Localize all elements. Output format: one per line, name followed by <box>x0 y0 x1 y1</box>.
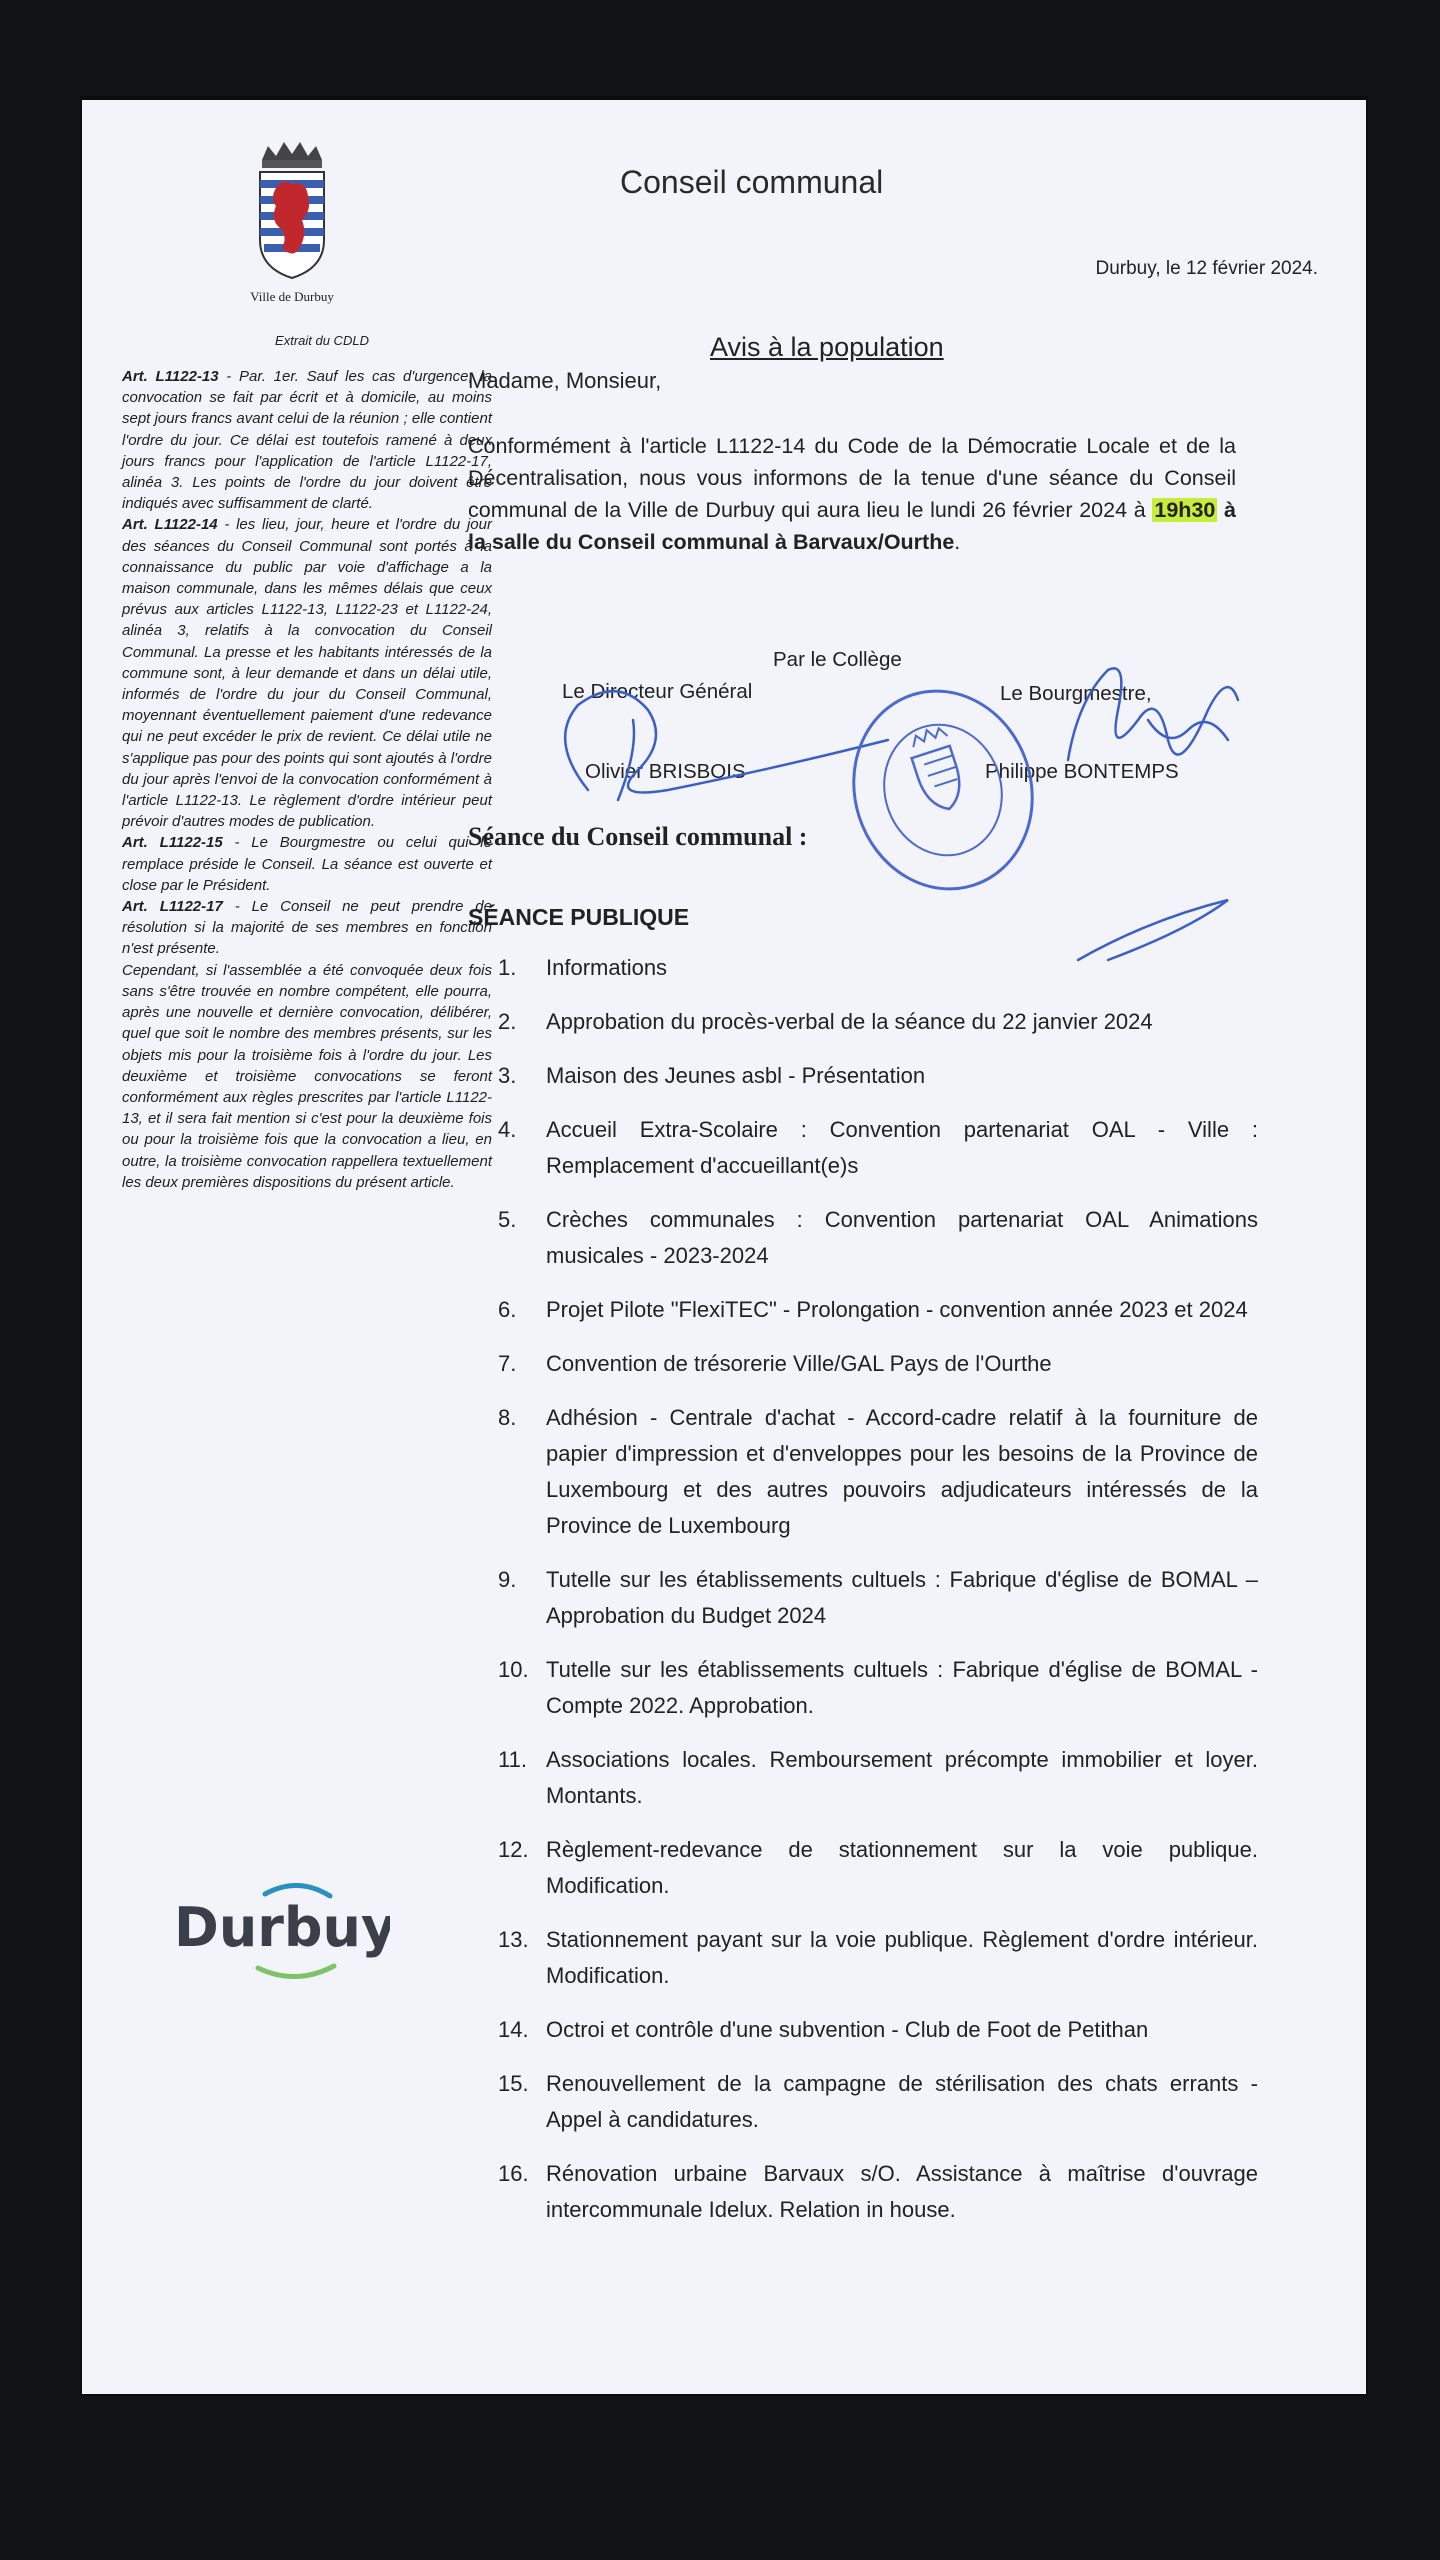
public-session-heading: SÉANCE PUBLIQUE <box>468 904 690 930</box>
signature-mayor-title: Le Bourgmestre, <box>1000 682 1152 705</box>
agenda-item: 5. Crèches communales : Convention partenariat OAL Animations musicales - 2023-2024 <box>498 1207 1258 1268</box>
signature-college: Par le Collège <box>773 648 902 671</box>
agenda-item: 15. Renouvellement de la campagne de stérilisation des chats errants - Appel à candidatures. <box>498 2071 1258 2132</box>
council-notice-document <box>82 100 1366 2394</box>
document-date: Durbuy, le 12 février 2024. <box>1095 258 1318 279</box>
agenda-item: 3. Maison des Jeunes asbl - Présentation <box>498 1063 926 1088</box>
agenda-item: 2. Approbation du procès-verbal de la séance du 22 janvier 2024 <box>498 1009 1153 1034</box>
agenda-item: 9. Tutelle sur les établissements cultuels : Fabrique d'église de BOMAL – Approbation du Budget 2024 <box>498 1567 1258 1628</box>
agenda-item: 13. Stationnement payant sur la voie publique. Règlement d'ordre intérieur. Modification. <box>498 1927 1258 1988</box>
article-paragraph: Art. L1122-13 - Par. 1er. Sauf les cas d'urgence, la convocation se fait par écrit et à domicile, au moins sept jours francs avant celui de la réunion ; elle contient l'ordre du jour. Ce délai est toutefois ramené à deux jours francs pour l'application de l'article L1122-17, alinéa 3. Les points de l'ordre du jour doivent être indiqués avec suffisamment de clarté. <box>122 368 492 513</box>
intro-paragraph: Conformément à l'article L1122-14 du Code de la Démocratie Locale et de la Décentralisation, nous vous informons de la tenue d'une séance du Conseil communal de la Ville de Durbuy qui aura lieu le lundi 26 février 2024 à 19h30 à la salle du Conseil communal à Barvaux/Ourthe. <box>468 434 1237 554</box>
article-paragraph: Art. L1122-14 - les lieu, jour, heure et l'ordre du jour des séances du Conseil Communal sont portés à la connaissance du public par voie d'affichage a la maison communale, dans les mêmes délais que ceux prévus aux articles L1122-13, L1122-23 et L1122-24, alinéa 3, relatifs à la convocation du Conseil Communal. La presse et les habitants intéressés de la commune sont, à leur demande et dans un délai utile, informés de l'ordre du jour du Conseil Communal, moyennant éventuellement paiement d'une redevance qui ne peut excéder le prix de revient. Ce délai utile ne s'applique pas pour des points qui sont ajoutés à l'ordre du jour après l'envoi de la convocation conformément à l'article L1122-13. Le règlement d'ordre intérieur peut prévoir d'autres modes de publication. <box>122 516 492 831</box>
extract-title: Extrait du CDLD <box>275 333 369 348</box>
cdld-articles <box>122 366 492 1193</box>
svg-text:Durbuy: Durbuy <box>174 1896 390 1959</box>
salutation: Madame, Monsieur, <box>468 368 662 393</box>
agenda-item: 7. Convention de trésorerie Ville/GAL Pays de l'Ourthe <box>498 1351 1052 1376</box>
session-time-highlight: 19h30 <box>1154 498 1216 522</box>
agenda-item: 10. Tutelle sur les établissements cultuels : Fabrique d'église de BOMAL - Compte 2022. Approbation. <box>498 1657 1258 1718</box>
agenda-item: 14. Octroi et contrôle d'une subvention - Club de Foot de Petithan <box>498 2017 1149 2042</box>
agenda-item: 16. Rénovation urbaine Barvaux s/O. Assistance à maîtrise d'ouvrage intercommunale Idelux. Relation in house. <box>498 2161 1258 2222</box>
agenda-item: 12. Règlement-redevance de stationnement sur la voie publique. Modification. <box>498 1837 1258 1898</box>
article-paragraph: Cependant, si l'assemblée a été convoquée deux fois sans s'être trouvée en nombre compétent, elle pourra, après une nouvelle et dernière convocation, délibérer, quel que soit le nombre des membres présents, sur les objets mis pour la troisième fois à l'ordre du jour. Les deuxième et troisième convocations se feront conformément aux règles prescrites par l'article L1122-13, et il sera fait mention si c'est pour la deuxième fois ou pour la troisième fois que la convocation a lieu, en outre, la troisième convocation rappellera textuellement les deux premières dispositions du présent article. <box>122 961 492 1191</box>
agenda-item: 1. Informations <box>498 955 668 980</box>
coat-of-arms-icon <box>252 140 332 285</box>
left-column <box>122 140 492 1959</box>
agenda-item: 4. Accueil Extra-Scolaire : Convention partenariat OAL - Ville : Remplacement d'accueillant(e)s <box>498 1117 1258 1178</box>
session-heading: Séance du Conseil communal : <box>468 822 808 851</box>
agenda-item: 8. Adhésion - Centrale d'achat - Accord-cadre relatif à la fourniture de papier d'impression et d'enveloppes pour les besoins de la Province de Luxembourg et des autres pouvoirs adjudicateurs intéressés de la Province de Luxembourg <box>498 1405 1258 1538</box>
article-paragraph: Art. L1122-17 - Le Conseil ne peut prendre de résolution si la majorité de ses membres en fonction n'est présente. <box>122 898 492 958</box>
notice-title: Avis à la population <box>710 332 944 362</box>
agenda-item: 11. Associations locales. Remboursement précompte immobilier et loyer. Montants. <box>498 1747 1258 1808</box>
article-paragraph: Art. L1122-15 - Le Bourgmestre ou celui qui le remplace préside le Conseil. La séance est ouverte et close par le Président. <box>122 834 492 894</box>
town-label: Ville de Durbuy <box>250 289 334 304</box>
session-place: à la salle du Conseil communal à Barvaux/Ourthe <box>468 498 1237 554</box>
agenda-item: 6. Projet Pilote "FlexiTEC" - Prolongation - convention année 2023 et 2024 <box>498 1297 1248 1322</box>
signature-mayor-name: Philippe BONTEMPS <box>985 760 1179 783</box>
durbuy-logo <box>170 1870 390 1995</box>
council-title: Conseil communal <box>620 164 884 200</box>
signature-director-title: Le Directeur Général <box>562 680 753 703</box>
town-crest <box>202 140 382 305</box>
agenda-list <box>498 950 1258 2246</box>
durbuy-logo-icon <box>170 1870 390 1990</box>
mayor-signature-icon <box>1068 668 1238 960</box>
signature-director-name: Olivier BRISBOIS <box>585 760 746 783</box>
